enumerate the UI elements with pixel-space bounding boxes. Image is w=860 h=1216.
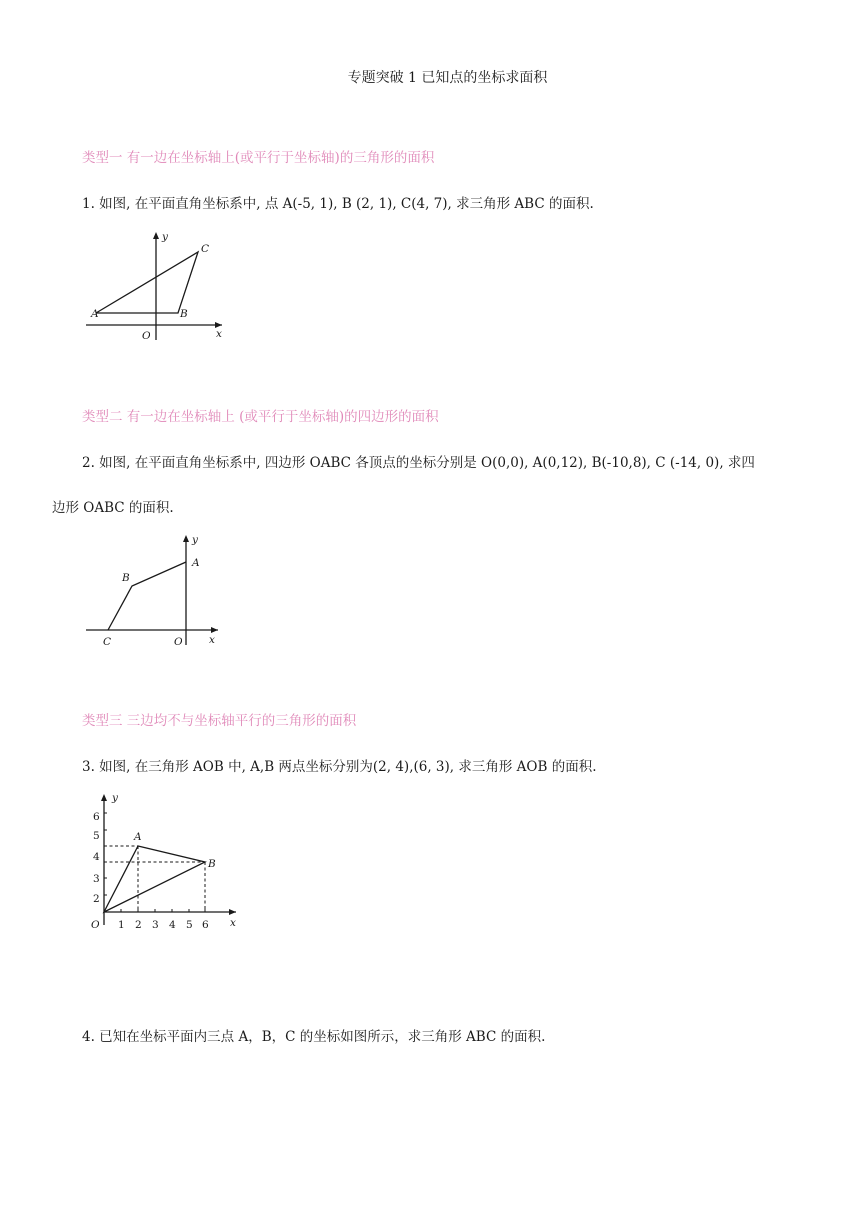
y-tick-3: 3 <box>93 873 100 885</box>
y-tick-6: 6 <box>93 811 100 823</box>
y-tick-5: 5 <box>93 830 100 842</box>
section-heading-type-3: 类型三 三边均不与坐标轴平行的三角形的面积 <box>82 713 357 729</box>
problem-1-text: 1. 如图, 在平面直角坐标系中, 点 A(-5, 1), B (2, 1), C(4, 7), 求三角形 ABC 的面积. <box>82 196 594 212</box>
label-point-b: B <box>122 572 130 584</box>
label-point-c: C <box>201 243 210 255</box>
label-x: x <box>216 328 222 340</box>
problem-2-text-line2: 边形 OABC 的面积. <box>52 500 174 516</box>
x-tick-4: 4 <box>169 919 176 931</box>
label-x: x <box>209 634 215 646</box>
problem-3-text: 3. 如图, 在三角形 AOB 中, A,B 两点坐标分别为(2, 4),(6, 3), 求三角形 AOB 的面积. <box>82 759 597 775</box>
label-point-a: A <box>134 831 142 843</box>
dashed-guides <box>104 846 205 912</box>
x-tick-5: 5 <box>186 919 193 931</box>
y-tick-4: 4 <box>93 851 100 863</box>
section-heading-type-1: 类型一 有一边在坐标轴上(或平行于坐标轴)的三角形的面积 <box>82 150 435 166</box>
axis-arrows <box>183 535 218 633</box>
quadrilateral-oabc <box>108 562 186 630</box>
problem-4-text: 4. 已知在坐标平面内三点 A，B，C 的坐标如图所示，求三角形 ABC 的面积. <box>82 1029 546 1045</box>
triangle-aob <box>104 846 205 912</box>
label-x: x <box>230 917 236 929</box>
label-y: y <box>112 792 118 804</box>
label-point-b: B <box>180 308 188 320</box>
label-origin: O <box>91 919 100 931</box>
x-tick-2: 2 <box>135 919 142 931</box>
label-point-a: A <box>91 308 99 320</box>
label-origin: O <box>174 636 183 648</box>
page-title: 专题突破 1 已知点的坐标求面积 <box>347 70 548 86</box>
label-y: y <box>162 231 168 243</box>
label-point-a: A <box>192 557 200 569</box>
figure-problem-3 <box>86 790 246 935</box>
label-point-c: C <box>103 636 112 648</box>
x-tick-1: 1 <box>118 919 125 931</box>
y-tick-2: 2 <box>93 893 100 905</box>
section-heading-type-2: 类型二 有一边在坐标轴上 (或平行于坐标轴)的四边形的面积 <box>82 409 439 425</box>
label-point-b: B <box>208 858 216 870</box>
label-origin: O <box>142 330 151 342</box>
x-tick-6: 6 <box>202 919 209 931</box>
triangle-abc <box>96 252 198 313</box>
figure-problem-1 <box>86 228 236 346</box>
axis-arrows <box>101 794 236 915</box>
x-tick-3: 3 <box>152 919 159 931</box>
figure-problem-2 <box>86 533 226 651</box>
problem-2-text-line1: 2. 如图, 在平面直角坐标系中, 四边形 OABC 各顶点的坐标分别是 O(0,0), A(0,12), B(-10,8), C (-14, 0), 求四 <box>82 455 755 471</box>
label-y: y <box>192 534 198 546</box>
